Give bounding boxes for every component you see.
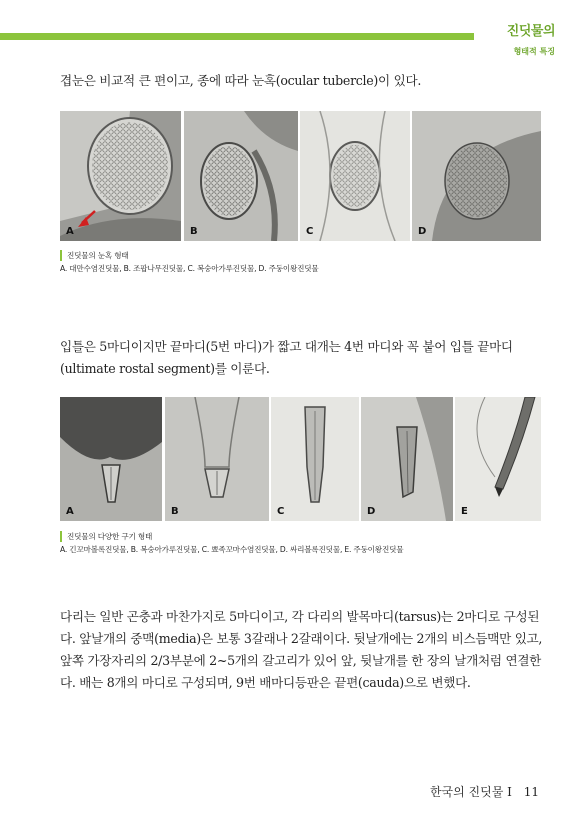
- micrograph-image: [271, 397, 359, 521]
- paragraph-mouthparts: 입틀은 5마디이지만 끝마디(5번 마디)가 짧고 대개는 4번 마디와 꼭 붙어 입틀 끝마디(ultimate rostal segment)를 이룬다.: [60, 339, 513, 376]
- micrograph-image: [412, 111, 541, 241]
- figure2-panel-d: [361, 397, 453, 521]
- micrograph-image: [455, 397, 541, 521]
- figure2-panel-c: [271, 397, 359, 521]
- panel-label: B: [190, 226, 198, 237]
- micrograph-image: [184, 111, 298, 241]
- figure2-caption-text: A. 긴꼬마볼록진딧물, B. 복숭아가루진딧물, C. 뾰족꼬마수염진딧물, D. 싸리볼록진딧물, E. 주둥이왕진딧물: [60, 545, 404, 554]
- figure2-caption-title: 진딧물의 다양한 구기 형태: [60, 531, 152, 542]
- paragraph-eyes: 겹눈은 비교적 큰 편이고, 종에 따라 눈혹(ocular tubercle)이 있다.: [60, 73, 422, 88]
- panel-label: C: [306, 226, 314, 237]
- figure2-panel-e: [455, 397, 541, 521]
- panel-label: B: [171, 506, 179, 517]
- micrograph-image: [60, 397, 162, 521]
- panel-label: C: [277, 506, 285, 517]
- header-tab: [474, 8, 567, 54]
- micrograph-image: [60, 111, 181, 241]
- figure2-panel-a: [60, 397, 162, 521]
- micrograph-image: [300, 111, 410, 241]
- book-title: 한국의 진딧물 I: [429, 785, 512, 799]
- page-number: 11: [523, 785, 539, 799]
- figure2-panel-b: [165, 397, 269, 521]
- panel-label: D: [367, 506, 376, 517]
- page-footer: [422, 783, 539, 800]
- figure1-panel-c: [300, 111, 410, 241]
- panel-label: A: [66, 506, 74, 517]
- section-subtitle: 형태적 특징: [513, 47, 555, 56]
- panel-label: A: [66, 226, 74, 237]
- panel-label: E: [461, 506, 468, 517]
- paragraph-legs-wings: 다리는 일반 곤충과 마찬가지로 5마디이고, 각 다리의 발목마디(tarsus)는 2마디로 구성된다. 앞날개의 중맥(media)은 보통 3갈래나 2갈래이다. 뒷날개에는 2개의 비스듬맥만 있고, 앞쪽 가장자리의 2/3부분에 2~5개의 갈고리가 있어 앞, 뒷날개를 한 장의 날개처럼 연결한다. 배는 8개의 마디로 구성되며, 9번 배마디등판은 끝편(cauda)으로 변했다.: [60, 609, 543, 690]
- micrograph-image: [361, 397, 453, 521]
- figure1-panel-a: [60, 111, 181, 241]
- section-title: 진딧물의: [506, 24, 555, 39]
- panel-label: D: [418, 226, 427, 237]
- figure1-panel-d: [412, 111, 541, 241]
- figure1-caption-text: A. 대만수염진딧물, B. 조팝나무진딧물, C. 복숭아가루진딧물, D. 주둥이왕진딧물: [60, 264, 319, 273]
- figure1-caption-title: 진딧물의 눈혹 형태: [60, 250, 129, 261]
- figure1-panel-b: [184, 111, 298, 241]
- micrograph-image: [165, 397, 269, 521]
- header-rule: [0, 33, 478, 40]
